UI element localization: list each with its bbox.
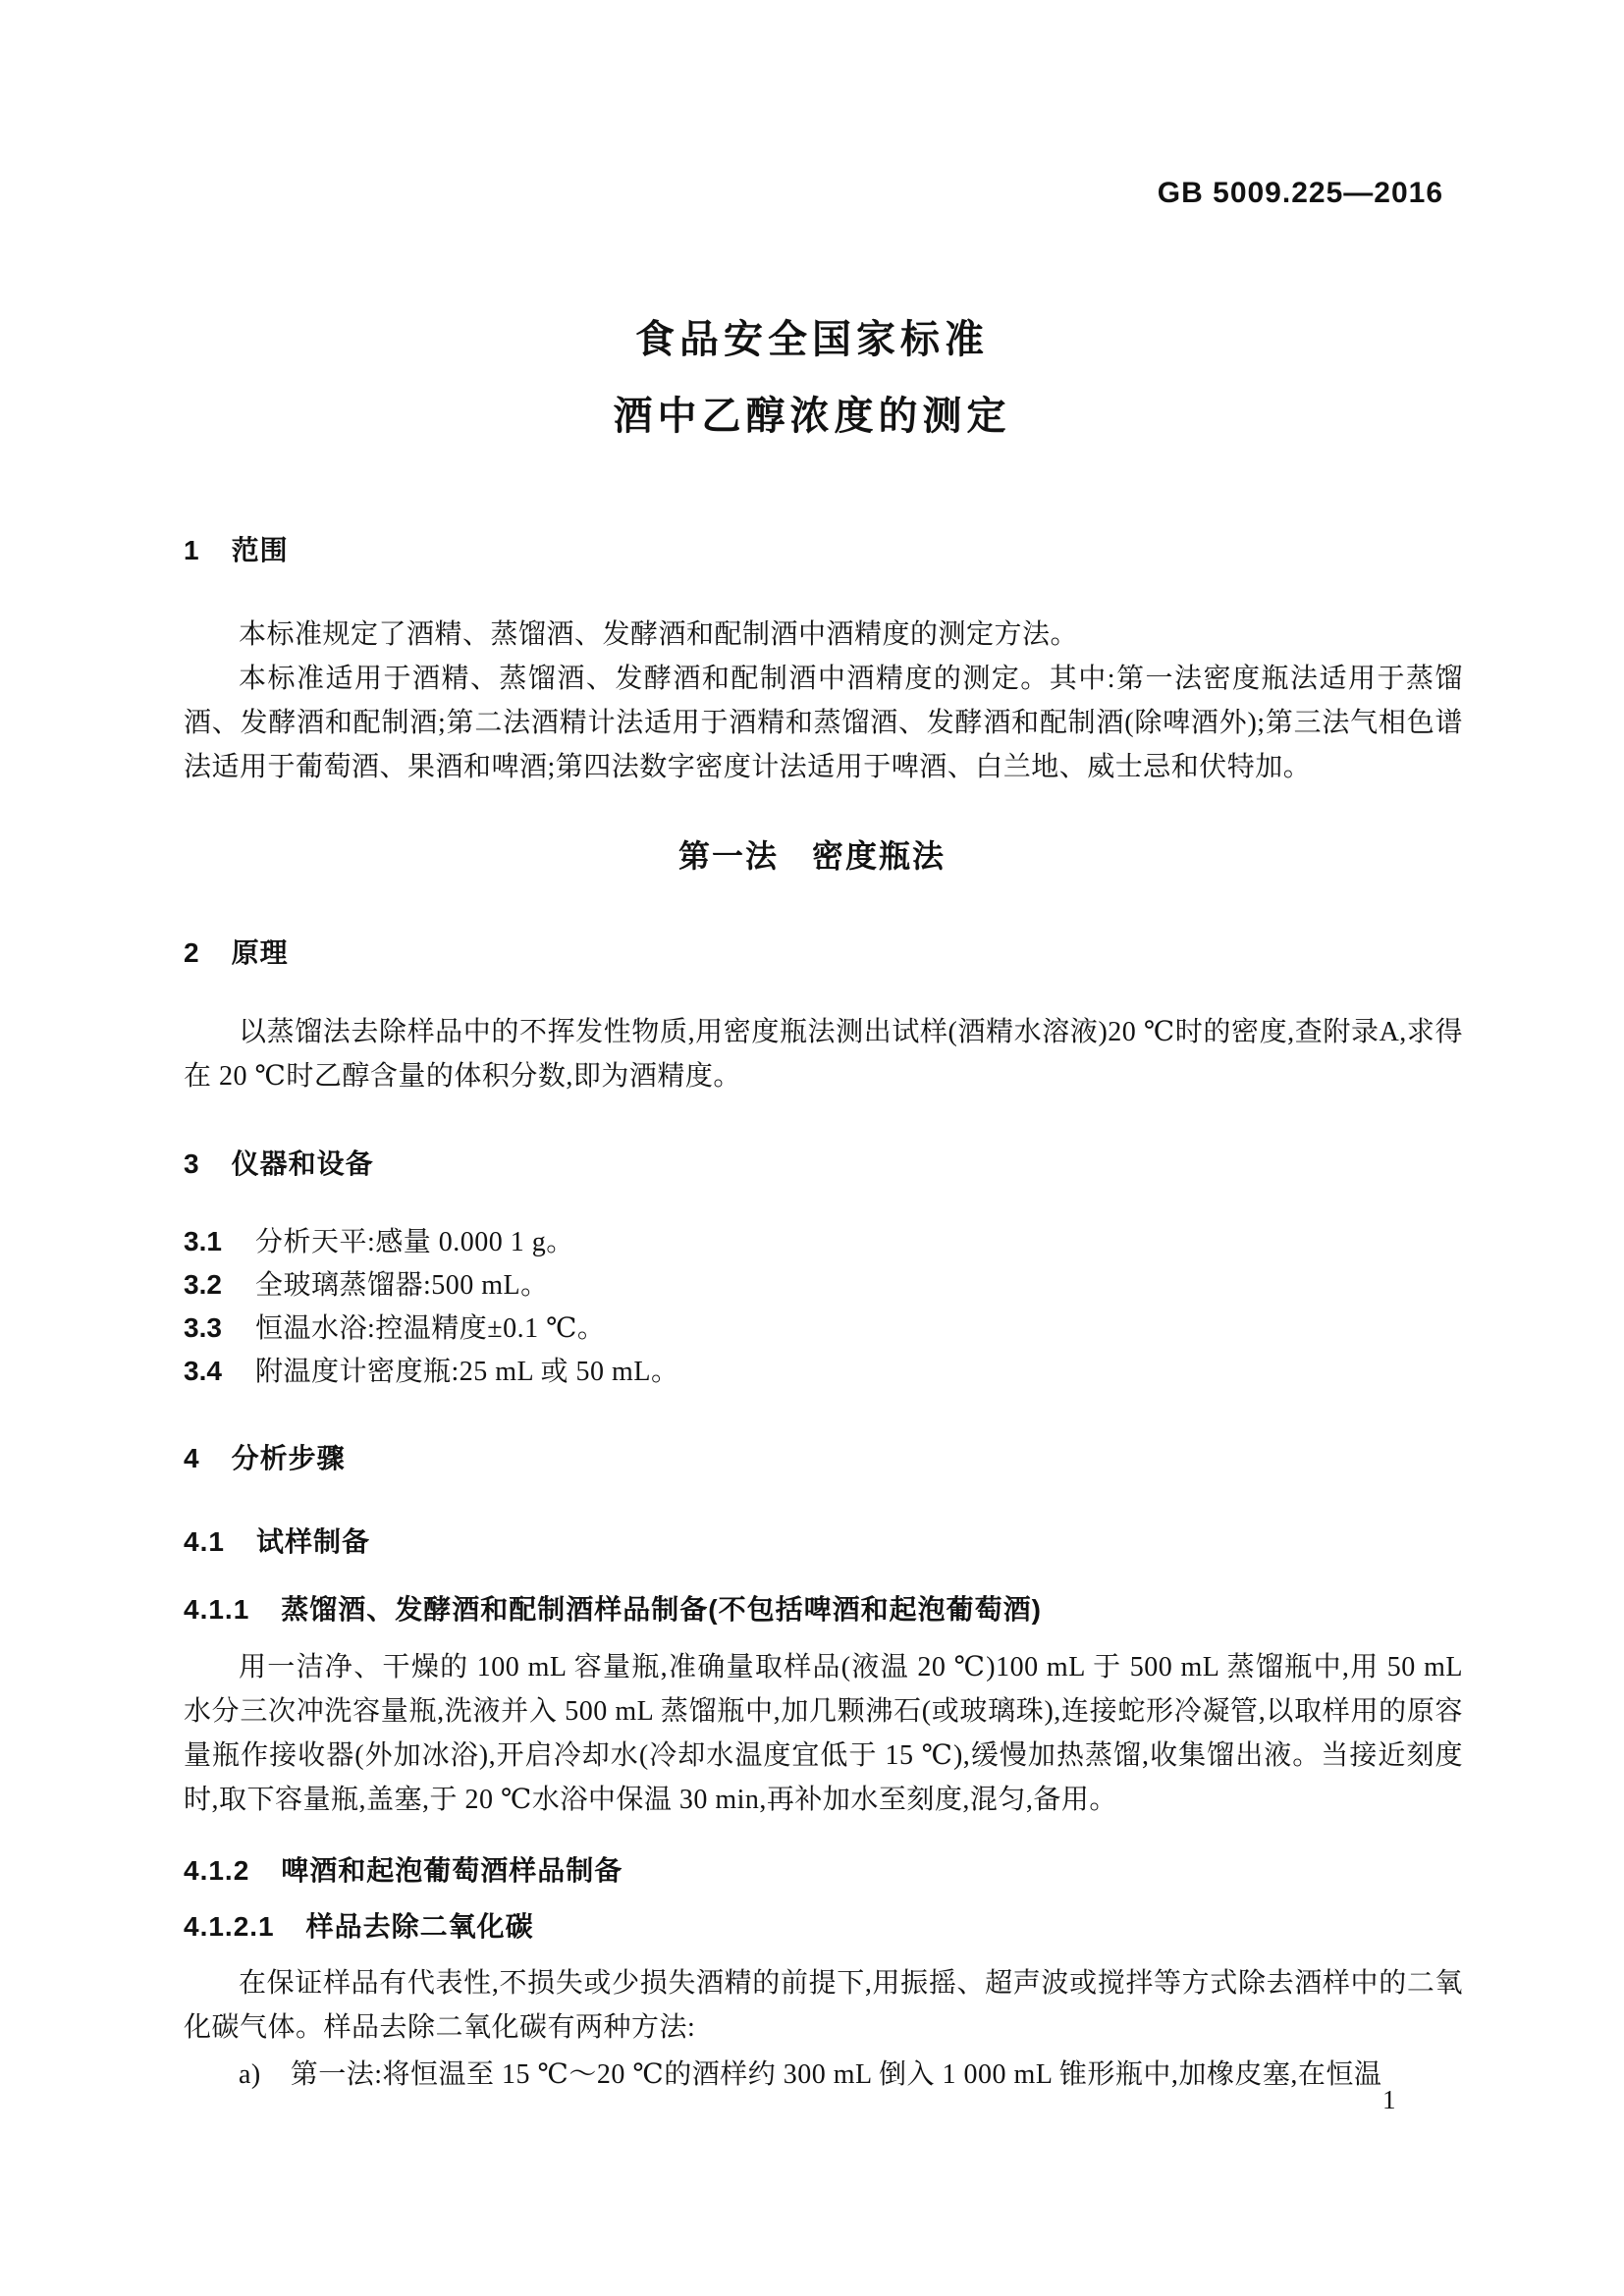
list-item-method-a [184, 2053, 1463, 2097]
section-heading-procedure [184, 1437, 1463, 1476]
clause-title: 啤酒和起泡葡萄酒样品制备 [281, 1855, 623, 1886]
section-number: 3 [184, 1148, 200, 1179]
paragraph-scope-2: 本标准适用于酒精、蒸馏酒、发酵酒和配制酒中酒精度的测定。其中:第一法密度瓶法适用于蒸馏酒、发酵酒和配制酒;第二法酒精计法适用于酒精和蒸馏酒、发酵酒和配制酒(除啤酒外);第三法气相色谱法适用于葡萄酒、果酒和啤酒;第四法数字密度计法适用于啤酒、白兰地、威士忌和伏特加。 [184, 664, 1463, 782]
clause-title: 蒸馏酒、发酵酒和配制酒样品制备(不包括啤酒和起泡葡萄酒) [281, 1594, 1042, 1625]
clause-number: 3.1 [184, 1226, 222, 1256]
clause-number: 4.1 [184, 1526, 225, 1557]
paragraph-scope-1: 本标准规定了酒精、蒸馏酒、发酵酒和配制酒中酒精度的测定方法。 [239, 619, 1079, 650]
clause-text: 全玻璃蒸馏器:500 mL。 [254, 1270, 549, 1301]
clause-title: 试样制备 [255, 1526, 370, 1557]
section-heading-apparatus [184, 1143, 1463, 1182]
clause-number: 3.4 [184, 1356, 222, 1386]
list-item-text: 第一法:将恒温至 15 ℃～20 ℃的酒样约 300 mL 倒入 1 000 mL 锥形瓶中,加橡皮塞,在恒温 [290, 2059, 1382, 2090]
section-title: 分析步骤 [231, 1443, 346, 1473]
list-item-apparatus [184, 1355, 1463, 1389]
clause-number: 4.1.2.1 [184, 1911, 275, 1942]
page-number: 1 [1382, 2085, 1396, 2114]
section-heading-principle [184, 932, 1463, 971]
section-number: 1 [184, 535, 200, 565]
subsection-heading-4-1-2 [184, 1849, 1463, 1889]
clause-number: 3.3 [184, 1312, 222, 1343]
list-item-apparatus [184, 1311, 1463, 1346]
section-number: 2 [184, 937, 200, 968]
paragraph-4-1-2-1: 在保证样品有代表性,不损失或少损失酒精的前提下,用振摇、超声波或搅拌等方式除去酒样中的二氧化碳气体。样品去除二氧化碳有两种方法: [184, 1968, 1463, 2043]
section-title: 仪器和设备 [231, 1148, 374, 1179]
clause-number: 4.1.2 [184, 1855, 250, 1886]
subsection-heading-4-1 [184, 1521, 1463, 1560]
paragraph-principle-1: 以蒸馏法去除样品中的不挥发性物质,用密度瓶法测出试样(酒精水溶液)20 ℃时的密度,查附录A,求得在 20 ℃时乙醇含量的体积分数,即为酒精度。 [184, 1017, 1463, 1092]
paragraph-4-1-1: 用一洁净、干燥的 100 mL 容量瓶,准确量取样品(液温 20 ℃)100 mL 于 500 mL 蒸馏瓶中,用 50 mL 水分三次冲洗容量瓶,洗液并入 500 mL 蒸馏瓶中,加几颗沸石(或玻璃珠),连接蛇形冷凝管,以取样用的原容量瓶作接收器(外加冰浴),开启冷却水(冷却水温度宜低于 15 ℃),缓慢加热蒸馏,收集馏出液。当接近刻度时,取下容量瓶,盖塞,于 20 ℃水浴中保温 30 min,再补加水至刻度,混匀,备用。 [184, 1652, 1463, 1815]
clause-text: 附温度计密度瓶:25 mL 或 50 mL。 [254, 1357, 679, 1387]
clause-number: 4.1.1 [184, 1594, 250, 1625]
section-title: 原理 [231, 937, 289, 968]
clause-text: 恒温水浴:控温精度±0.1 ℃。 [254, 1313, 606, 1344]
list-item-apparatus [184, 1268, 1463, 1303]
document-title-line1: 食品安全国家标准 [635, 318, 989, 361]
list-item-label: a) [239, 2059, 261, 2090]
document-title-line2: 酒中乙醇浓度的测定 [613, 395, 1011, 438]
section-heading-scope [184, 529, 1463, 568]
standard-code: GB 5009.225—2016 [1157, 177, 1443, 209]
subsection-heading-4-1-1 [184, 1588, 1463, 1628]
section-title: 范围 [231, 535, 289, 565]
clause-title: 样品去除二氧化碳 [305, 1911, 534, 1942]
list-item-apparatus [184, 1225, 1463, 1259]
method1-heading: 第一法 密度瓶法 [677, 838, 946, 874]
section-number: 4 [184, 1443, 200, 1473]
subsection-heading-4-1-2-1 [184, 1905, 1463, 1945]
clause-number: 3.2 [184, 1269, 222, 1300]
clause-text: 分析天平:感量 0.000 1 g。 [254, 1227, 574, 1257]
